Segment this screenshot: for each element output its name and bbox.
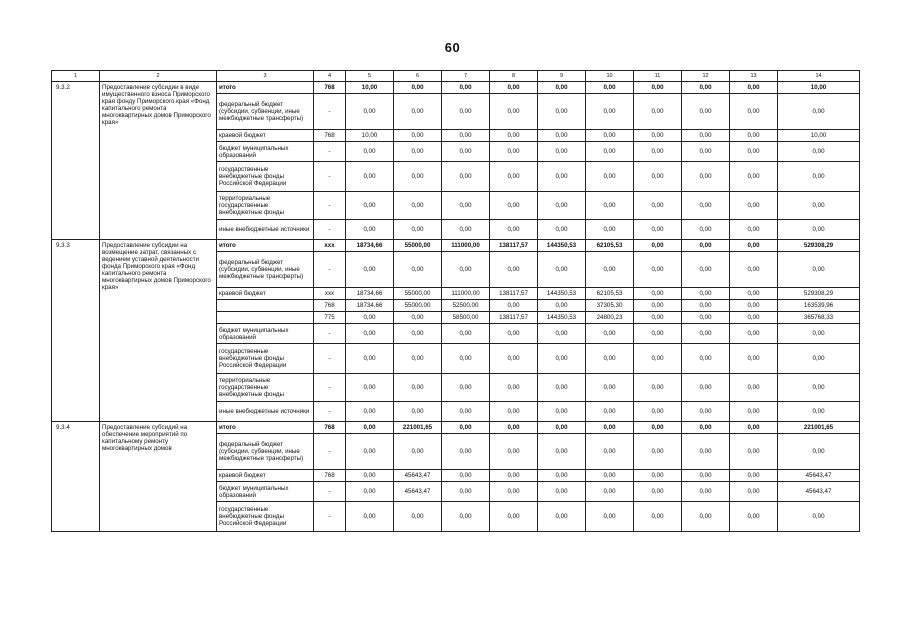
value-cell: 0,00 bbox=[682, 470, 730, 482]
item-code: 9.3.3 bbox=[52, 240, 100, 422]
budget-code-cell: 775 bbox=[314, 312, 346, 324]
value-cell: 0,00 bbox=[394, 220, 442, 240]
value-cell: 138117,57 bbox=[490, 240, 538, 252]
budget-code-cell: 768 bbox=[314, 422, 346, 434]
header-cell: 11 bbox=[634, 71, 682, 82]
value-cell: 0,00 bbox=[682, 482, 730, 502]
value-cell: 0,00 bbox=[730, 220, 778, 240]
value-cell: 0,00 bbox=[682, 142, 730, 162]
value-cell: 18734,66 bbox=[346, 288, 394, 300]
value-cell: 0,00 bbox=[682, 82, 730, 94]
value-cell: 0,00 bbox=[586, 502, 634, 532]
funding-source: краевой бюджет bbox=[217, 288, 314, 300]
funding-source: иные внебюджетные источники bbox=[217, 220, 314, 240]
value-cell: 0,00 bbox=[442, 344, 490, 374]
funding-source: бюджет муниципальных образований bbox=[217, 482, 314, 502]
value-cell: 0,00 bbox=[778, 402, 860, 422]
value-cell: 0,00 bbox=[634, 422, 682, 434]
funding-source: итого bbox=[217, 82, 314, 94]
value-cell: 365768,33 bbox=[778, 312, 860, 324]
value-cell: 0,00 bbox=[394, 192, 442, 220]
value-cell: 0,00 bbox=[538, 422, 586, 434]
value-cell: 0,00 bbox=[346, 312, 394, 324]
value-cell: 0,00 bbox=[634, 402, 682, 422]
value-cell: 0,00 bbox=[346, 162, 394, 192]
value-cell: 10,00 bbox=[346, 130, 394, 142]
value-cell: 0,00 bbox=[634, 220, 682, 240]
value-cell: 0,00 bbox=[490, 470, 538, 482]
budget-code-cell: - bbox=[314, 402, 346, 422]
value-cell: 0,00 bbox=[778, 434, 860, 470]
value-cell: 0,00 bbox=[538, 220, 586, 240]
value-cell: 0,00 bbox=[586, 192, 634, 220]
value-cell: 0,00 bbox=[490, 300, 538, 312]
value-cell: 0,00 bbox=[730, 434, 778, 470]
funding-source: федеральный бюджет (субсидии, субвенции, иные межбюджетные трансферты) bbox=[217, 252, 314, 288]
value-cell: 0,00 bbox=[730, 82, 778, 94]
value-cell: 0,00 bbox=[586, 324, 634, 344]
value-cell: 111000,00 bbox=[442, 240, 490, 252]
value-cell: 0,00 bbox=[730, 482, 778, 502]
value-cell: 144350,53 bbox=[538, 312, 586, 324]
value-cell: 529308,29 bbox=[778, 240, 860, 252]
value-cell: 0,00 bbox=[730, 142, 778, 162]
funding-source bbox=[217, 312, 314, 324]
value-cell: 111000,00 bbox=[442, 288, 490, 300]
value-cell: 0,00 bbox=[490, 402, 538, 422]
value-cell: 0,00 bbox=[634, 470, 682, 482]
value-cell: 0,00 bbox=[586, 142, 634, 162]
value-cell: 0,00 bbox=[490, 162, 538, 192]
budget-code-cell: - bbox=[314, 162, 346, 192]
value-cell: 0,00 bbox=[634, 192, 682, 220]
funding-source: иные внебюджетные источники bbox=[217, 402, 314, 422]
value-cell: 0,00 bbox=[682, 324, 730, 344]
header-cell: 13 bbox=[730, 71, 778, 82]
value-cell: 0,00 bbox=[682, 312, 730, 324]
value-cell: 0,00 bbox=[538, 482, 586, 502]
value-cell: 0,00 bbox=[490, 252, 538, 288]
value-cell: 0,00 bbox=[394, 502, 442, 532]
value-cell: 0,00 bbox=[490, 482, 538, 502]
funding-source: территориальные государственные внебюджетные фонды bbox=[217, 374, 314, 402]
header-cell: 3 bbox=[217, 71, 314, 82]
value-cell: 0,00 bbox=[730, 402, 778, 422]
value-cell: 0,00 bbox=[682, 130, 730, 142]
value-cell: 45643,47 bbox=[394, 470, 442, 482]
value-cell: 529308,29 bbox=[778, 288, 860, 300]
value-cell: 0,00 bbox=[394, 402, 442, 422]
value-cell: 0,00 bbox=[490, 94, 538, 130]
item-code: 9.3.4 bbox=[52, 422, 100, 532]
value-cell: 0,00 bbox=[586, 344, 634, 374]
value-cell: 0,00 bbox=[634, 252, 682, 288]
value-cell: 0,00 bbox=[346, 94, 394, 130]
budget-code-cell: - bbox=[314, 482, 346, 502]
budget-code-cell: 768 bbox=[314, 470, 346, 482]
value-cell: 138117,57 bbox=[490, 312, 538, 324]
item-description: Предоставление субсидий на обеспечение мероприятий по капитальному ремонту многоквартирных домов bbox=[100, 422, 217, 532]
value-cell: 18734,66 bbox=[346, 300, 394, 312]
value-cell: 0,00 bbox=[634, 434, 682, 470]
value-cell: 0,00 bbox=[442, 192, 490, 220]
value-cell: 58500,00 bbox=[442, 312, 490, 324]
value-cell: 0,00 bbox=[730, 470, 778, 482]
value-cell: 0,00 bbox=[778, 502, 860, 532]
funding-source: государственные внебюджетные фонды Российской Федерации bbox=[217, 344, 314, 374]
value-cell: 0,00 bbox=[394, 252, 442, 288]
budget-code-cell: - bbox=[314, 142, 346, 162]
value-cell: 0,00 bbox=[586, 470, 634, 482]
funding-source: государственные внебюджетные фонды Российской Федерации bbox=[217, 502, 314, 532]
value-cell: 0,00 bbox=[538, 82, 586, 94]
value-cell: 55000,00 bbox=[394, 288, 442, 300]
value-cell: 0,00 bbox=[682, 434, 730, 470]
budget-code-cell: - bbox=[314, 252, 346, 288]
value-cell: 0,00 bbox=[538, 300, 586, 312]
value-cell: 0,00 bbox=[586, 130, 634, 142]
value-cell: 0,00 bbox=[442, 470, 490, 482]
value-cell: 0,00 bbox=[586, 434, 634, 470]
value-cell: 0,00 bbox=[730, 94, 778, 130]
value-cell: 0,00 bbox=[586, 402, 634, 422]
value-cell: 0,00 bbox=[346, 192, 394, 220]
value-cell: 0,00 bbox=[634, 94, 682, 130]
budget-code-cell: 768 bbox=[314, 82, 346, 94]
budget-code-cell: - bbox=[314, 94, 346, 130]
budget-table bbox=[51, 70, 860, 532]
value-cell: 0,00 bbox=[586, 220, 634, 240]
value-cell: 0,00 bbox=[490, 502, 538, 532]
value-cell: 0,00 bbox=[682, 162, 730, 192]
value-cell: 0,00 bbox=[730, 288, 778, 300]
value-cell: 24800,23 bbox=[586, 312, 634, 324]
funding-source: итого bbox=[217, 422, 314, 434]
value-cell: 0,00 bbox=[442, 82, 490, 94]
funding-source: бюджет муниципальных образований bbox=[217, 142, 314, 162]
value-cell: 0,00 bbox=[346, 344, 394, 374]
value-cell: 0,00 bbox=[442, 142, 490, 162]
value-cell: 0,00 bbox=[442, 402, 490, 422]
value-cell: 0,00 bbox=[778, 192, 860, 220]
value-cell: 0,00 bbox=[778, 162, 860, 192]
table-row bbox=[52, 422, 860, 434]
value-cell: 0,00 bbox=[634, 482, 682, 502]
value-cell: 0,00 bbox=[682, 288, 730, 300]
value-cell: 0,00 bbox=[442, 252, 490, 288]
page-number: 60 bbox=[444, 40, 461, 55]
value-cell: 0,00 bbox=[730, 300, 778, 312]
value-cell: 55000,00 bbox=[394, 300, 442, 312]
value-cell: 0,00 bbox=[490, 324, 538, 344]
value-cell: 0,00 bbox=[346, 220, 394, 240]
value-cell: 0,00 bbox=[394, 434, 442, 470]
value-cell: 0,00 bbox=[778, 252, 860, 288]
value-cell: 0,00 bbox=[442, 422, 490, 434]
value-cell: 0,00 bbox=[730, 344, 778, 374]
header-cell: 6 bbox=[394, 71, 442, 82]
table-body bbox=[52, 71, 860, 532]
value-cell: 0,00 bbox=[682, 252, 730, 288]
value-cell: 37305,30 bbox=[586, 300, 634, 312]
value-cell: 0,00 bbox=[634, 162, 682, 192]
header-cell: 9 bbox=[538, 71, 586, 82]
table-row bbox=[52, 240, 860, 252]
funding-source: бюджет муниципальных образований bbox=[217, 324, 314, 344]
value-cell: 0,00 bbox=[490, 344, 538, 374]
value-cell: 0,00 bbox=[346, 252, 394, 288]
value-cell: 0,00 bbox=[682, 94, 730, 130]
value-cell: 0,00 bbox=[634, 130, 682, 142]
value-cell: 0,00 bbox=[538, 344, 586, 374]
value-cell: 0,00 bbox=[394, 142, 442, 162]
value-cell: 221001,65 bbox=[778, 422, 860, 434]
value-cell: 0,00 bbox=[634, 240, 682, 252]
budget-code-cell: ххх bbox=[314, 240, 346, 252]
value-cell: 45643,47 bbox=[778, 470, 860, 482]
value-cell: 0,00 bbox=[394, 82, 442, 94]
value-cell: 10,00 bbox=[346, 82, 394, 94]
value-cell: 0,00 bbox=[346, 422, 394, 434]
value-cell: 0,00 bbox=[394, 130, 442, 142]
value-cell: 0,00 bbox=[346, 482, 394, 502]
budget-code-cell: - bbox=[314, 324, 346, 344]
value-cell: 0,00 bbox=[490, 82, 538, 94]
value-cell: 0,00 bbox=[634, 344, 682, 374]
value-cell: 0,00 bbox=[586, 94, 634, 130]
value-cell: 0,00 bbox=[490, 130, 538, 142]
table-row bbox=[52, 82, 860, 94]
value-cell: 0,00 bbox=[730, 130, 778, 142]
value-cell: 0,00 bbox=[634, 300, 682, 312]
budget-code-cell: - bbox=[314, 434, 346, 470]
value-cell: 0,00 bbox=[394, 344, 442, 374]
value-cell: 62105,53 bbox=[586, 288, 634, 300]
budget-code-cell: 768 bbox=[314, 130, 346, 142]
value-cell: 0,00 bbox=[394, 94, 442, 130]
value-cell: 0,00 bbox=[682, 220, 730, 240]
value-cell: 0,00 bbox=[730, 162, 778, 192]
value-cell: 0,00 bbox=[634, 142, 682, 162]
value-cell: 0,00 bbox=[730, 502, 778, 532]
funding-source bbox=[217, 300, 314, 312]
value-cell: 0,00 bbox=[730, 240, 778, 252]
value-cell: 221001,65 bbox=[394, 422, 442, 434]
value-cell: 0,00 bbox=[442, 482, 490, 502]
value-cell: 138117,57 bbox=[490, 288, 538, 300]
value-cell: 0,00 bbox=[346, 502, 394, 532]
value-cell: 0,00 bbox=[490, 142, 538, 162]
value-cell: 0,00 bbox=[442, 502, 490, 532]
budget-code-cell: - bbox=[314, 374, 346, 402]
value-cell: 10,00 bbox=[778, 130, 860, 142]
funding-source: краевой бюджет bbox=[217, 130, 314, 142]
value-cell: 0,00 bbox=[442, 130, 490, 142]
value-cell: 0,00 bbox=[634, 502, 682, 532]
value-cell: 0,00 bbox=[586, 422, 634, 434]
item-code: 9.3.2 bbox=[52, 82, 100, 240]
value-cell: 0,00 bbox=[442, 94, 490, 130]
value-cell: 0,00 bbox=[682, 344, 730, 374]
value-cell: 0,00 bbox=[538, 324, 586, 344]
funding-source: территориальные государственные внебюджетные фонды bbox=[217, 192, 314, 220]
value-cell: 52500,00 bbox=[442, 300, 490, 312]
value-cell: 0,00 bbox=[442, 374, 490, 402]
value-cell: 0,00 bbox=[778, 94, 860, 130]
value-cell: 0,00 bbox=[346, 324, 394, 344]
value-cell: 0,00 bbox=[394, 374, 442, 402]
value-cell: 0,00 bbox=[730, 324, 778, 344]
item-description: Предоставление субсидии в виде имущественного взноса Приморского края фонду Приморского края «Фонд капитального ремонта многоквартирных домов Приморского края» bbox=[100, 82, 217, 240]
value-cell: 0,00 bbox=[346, 142, 394, 162]
value-cell: 0,00 bbox=[346, 402, 394, 422]
value-cell: 0,00 bbox=[778, 220, 860, 240]
value-cell: 10,00 bbox=[778, 82, 860, 94]
value-cell: 0,00 bbox=[442, 162, 490, 192]
value-cell: 0,00 bbox=[538, 162, 586, 192]
value-cell: 0,00 bbox=[586, 82, 634, 94]
value-cell: 0,00 bbox=[682, 192, 730, 220]
value-cell: 0,00 bbox=[586, 252, 634, 288]
value-cell: 0,00 bbox=[586, 374, 634, 402]
funding-source: федеральный бюджет (субсидии, субвенции, иные межбюджетные трансферты) bbox=[217, 94, 314, 130]
value-cell: 0,00 bbox=[586, 482, 634, 502]
value-cell: 0,00 bbox=[730, 312, 778, 324]
value-cell: 0,00 bbox=[538, 192, 586, 220]
budget-code-cell: - bbox=[314, 344, 346, 374]
header-cell: 2 bbox=[100, 71, 217, 82]
budget-code-cell: - bbox=[314, 192, 346, 220]
budget-code-cell: - bbox=[314, 220, 346, 240]
value-cell: 0,00 bbox=[442, 434, 490, 470]
value-cell: 55000,00 bbox=[394, 240, 442, 252]
value-cell: 0,00 bbox=[682, 502, 730, 532]
value-cell: 0,00 bbox=[682, 300, 730, 312]
value-cell: 144350,53 bbox=[538, 288, 586, 300]
value-cell: 0,00 bbox=[490, 374, 538, 402]
value-cell: 0,00 bbox=[442, 324, 490, 344]
value-cell: 0,00 bbox=[682, 402, 730, 422]
value-cell: 0,00 bbox=[538, 402, 586, 422]
value-cell: 0,00 bbox=[346, 374, 394, 402]
value-cell: 0,00 bbox=[538, 374, 586, 402]
value-cell: 0,00 bbox=[634, 82, 682, 94]
value-cell: 0,00 bbox=[634, 324, 682, 344]
header-cell: 1 bbox=[52, 71, 100, 82]
funding-source: краевой бюджет bbox=[217, 470, 314, 482]
value-cell: 0,00 bbox=[490, 422, 538, 434]
value-cell: 0,00 bbox=[346, 470, 394, 482]
value-cell: 0,00 bbox=[394, 312, 442, 324]
value-cell: 0,00 bbox=[538, 470, 586, 482]
value-cell: 0,00 bbox=[394, 324, 442, 344]
value-cell: 0,00 bbox=[778, 324, 860, 344]
header-cell: 7 bbox=[442, 71, 490, 82]
value-cell: 0,00 bbox=[538, 434, 586, 470]
header-cell: 14 bbox=[778, 71, 860, 82]
value-cell: 0,00 bbox=[538, 252, 586, 288]
header-cell: 10 bbox=[586, 71, 634, 82]
header-row bbox=[52, 71, 860, 82]
value-cell: 18734,66 bbox=[346, 240, 394, 252]
value-cell: 45643,47 bbox=[394, 482, 442, 502]
value-cell: 163539,96 bbox=[778, 300, 860, 312]
value-cell: 0,00 bbox=[394, 162, 442, 192]
value-cell: 0,00 bbox=[778, 142, 860, 162]
value-cell: 144350,53 bbox=[538, 240, 586, 252]
value-cell: 0,00 bbox=[442, 220, 490, 240]
value-cell: 0,00 bbox=[490, 192, 538, 220]
funding-source: государственные внебюджетные фонды Российской Федерации bbox=[217, 162, 314, 192]
budget-code-cell: 768 bbox=[314, 300, 346, 312]
value-cell: 0,00 bbox=[730, 374, 778, 402]
value-cell: 0,00 bbox=[778, 344, 860, 374]
header-cell: 8 bbox=[490, 71, 538, 82]
item-description: Предоставление субсидии на возмещение затрат, связанных с ведением уставной деятельности фонда Приморского края «Фонд капитального ремонта многоквартирных домов Приморского края» bbox=[100, 240, 217, 422]
value-cell: 0,00 bbox=[730, 422, 778, 434]
value-cell: 45643,47 bbox=[778, 482, 860, 502]
header-cell: 5 bbox=[346, 71, 394, 82]
budget-code-cell: - bbox=[314, 502, 346, 532]
value-cell: 0,00 bbox=[538, 142, 586, 162]
value-cell: 0,00 bbox=[730, 192, 778, 220]
value-cell: 0,00 bbox=[682, 240, 730, 252]
value-cell: 0,00 bbox=[346, 434, 394, 470]
header-cell: 12 bbox=[682, 71, 730, 82]
value-cell: 62105,53 bbox=[586, 240, 634, 252]
header-cell: 4 bbox=[314, 71, 346, 82]
value-cell: 0,00 bbox=[730, 252, 778, 288]
value-cell: 0,00 bbox=[538, 130, 586, 142]
funding-source: федеральный бюджет (субсидии, субвенции, иные межбюджетные трансферты) bbox=[217, 434, 314, 470]
value-cell: 0,00 bbox=[634, 312, 682, 324]
value-cell: 0,00 bbox=[682, 374, 730, 402]
funding-source: итого bbox=[217, 240, 314, 252]
value-cell: 0,00 bbox=[778, 374, 860, 402]
value-cell: 0,00 bbox=[634, 374, 682, 402]
value-cell: 0,00 bbox=[538, 502, 586, 532]
value-cell: 0,00 bbox=[490, 434, 538, 470]
budget-code-cell: ххх bbox=[314, 288, 346, 300]
value-cell: 0,00 bbox=[586, 162, 634, 192]
value-cell: 0,00 bbox=[682, 422, 730, 434]
value-cell: 0,00 bbox=[634, 288, 682, 300]
value-cell: 0,00 bbox=[490, 220, 538, 240]
value-cell: 0,00 bbox=[538, 94, 586, 130]
